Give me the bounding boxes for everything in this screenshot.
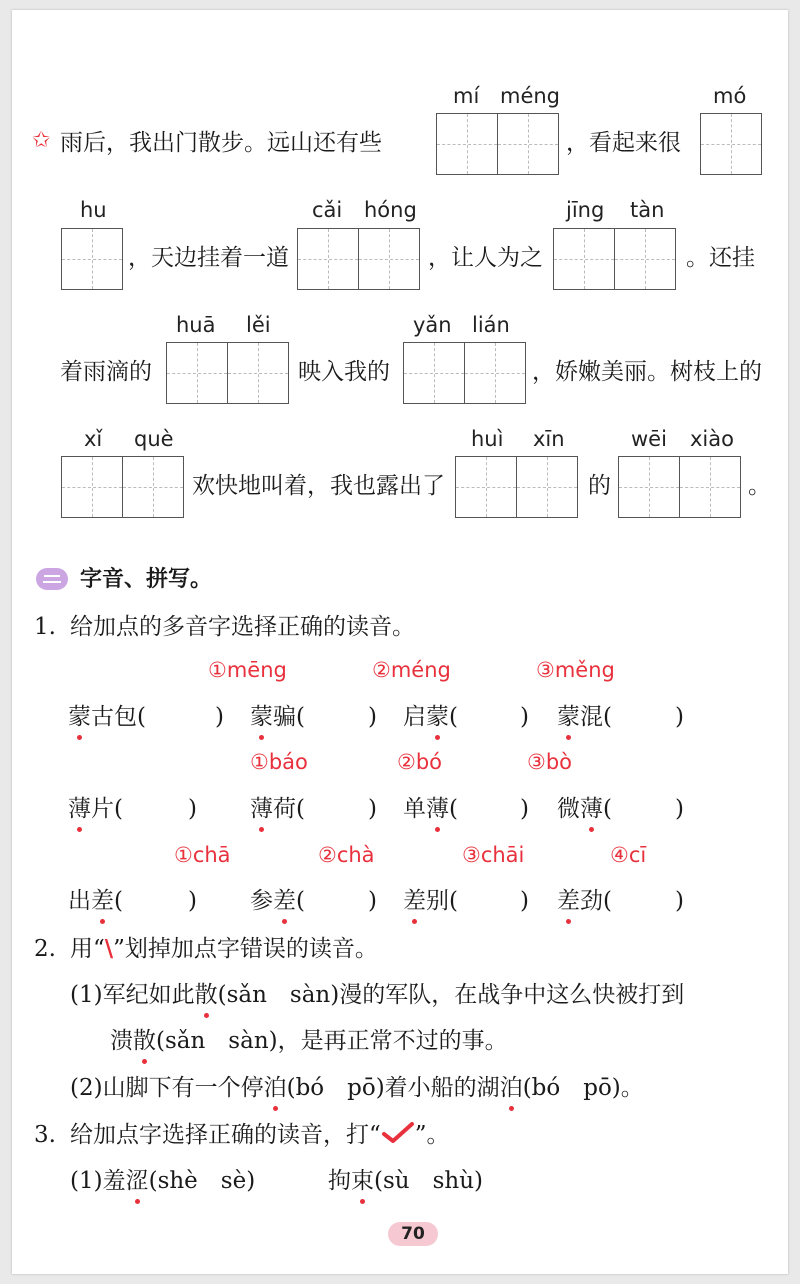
question-number: 1. (34, 614, 56, 640)
answer-box[interactable] (455, 456, 578, 518)
word-item: 薄荷( (250, 796, 305, 822)
word-item: 差劲( (557, 888, 612, 914)
word-item: 蒙混( (557, 704, 612, 730)
pinyin: tàn (630, 198, 665, 222)
question-number: 2. (34, 936, 56, 962)
answer-box[interactable] (403, 342, 526, 404)
word-item: 参差( (250, 888, 305, 914)
question-text: 给加点字选择正确的读音，打“ ”。 (70, 1122, 450, 1148)
answer-blank[interactable]: ) (520, 888, 529, 914)
word-item: 蒙古包( (68, 704, 146, 730)
answer-blank[interactable]: ) (368, 704, 377, 730)
passage-text: 雨后，我出门散步。远山还有些 (60, 130, 382, 156)
pinyin: wēi (631, 427, 667, 451)
sentence-1: (1)军纪如此散(sǎn sàn)漫的军队，在战争中这么快被打到 (70, 982, 685, 1008)
answer-box[interactable] (61, 228, 123, 290)
passage-text: ，天边挂着一道 (128, 245, 289, 271)
answer-blank[interactable]: ) (520, 796, 529, 822)
checkmark-icon (381, 1121, 415, 1145)
pinyin: lián (472, 313, 510, 337)
question-text: 给加点的多音字选择正确的读音。 (70, 614, 415, 640)
word-item: 薄片( (68, 796, 123, 822)
pinyin: lěi (246, 313, 271, 337)
pinyin: yǎn (413, 313, 452, 337)
word-item: 蒙骗( (250, 704, 305, 730)
reading-option: ③chāi (462, 843, 525, 867)
pinyin: xīn (533, 427, 565, 451)
star-icon: ✩ (32, 128, 51, 153)
answer-blank[interactable]: ) (368, 888, 377, 914)
reading-option: ①báo (250, 750, 308, 774)
answer-box[interactable] (297, 228, 420, 290)
pinyin: huā (176, 313, 216, 337)
answer-blank[interactable]: ) (675, 704, 684, 730)
passage-text: 着雨滴的 (60, 359, 152, 385)
word-item: 单薄( (403, 796, 458, 822)
section-number-icon (36, 568, 68, 590)
answer-blank[interactable]: ) (675, 888, 684, 914)
pinyin: hu (80, 198, 107, 222)
pinyin: hóng (364, 198, 417, 222)
pinyin: méng (500, 84, 561, 108)
question-number: 3. (34, 1122, 56, 1148)
sentence-1b: 拘束(sù shù) (328, 1168, 483, 1194)
reading-option: ④cī (610, 843, 647, 867)
reading-option: ②bó (397, 750, 443, 774)
section-title: 字音、拼写。 (80, 567, 213, 592)
question-text: 用“\”划掉加点字错误的读音。 (70, 935, 378, 962)
passage-text: ，让人为之 (428, 245, 543, 271)
sentence-1: (1)羞涩(shè sè) (70, 1168, 256, 1194)
answer-blank[interactable]: ) (188, 796, 197, 822)
answer-box[interactable] (61, 456, 184, 518)
pinyin: xiào (690, 427, 734, 451)
pinyin: huì (471, 427, 504, 451)
answer-box[interactable] (618, 456, 741, 518)
answer-box[interactable] (553, 228, 676, 290)
reading-option: ①chā (174, 843, 231, 867)
word-item: 微薄( (557, 796, 612, 822)
sentence-2: (2)山脚下有一个停泊(bó pō)着小船的湖泊(bó pō)。 (70, 1075, 644, 1101)
pinyin: què (134, 427, 174, 451)
slash-mark-icon: \ (104, 935, 114, 962)
passage-text: 欢快地叫着，我也露出了 (192, 473, 445, 499)
reading-option: ②chà (318, 843, 375, 867)
answer-blank[interactable]: ) (188, 888, 197, 914)
passage-text: 的 (588, 473, 611, 499)
answer-box[interactable] (166, 342, 289, 404)
passage-text: 。还挂 (686, 245, 755, 271)
pinyin: xǐ (84, 427, 103, 451)
reading-option: ③měng (536, 658, 615, 682)
answer-blank[interactable]: ) (675, 796, 684, 822)
answer-blank[interactable]: ) (215, 704, 224, 730)
pinyin: jīng (566, 198, 605, 222)
passage-text: 。 (748, 473, 771, 499)
answer-box[interactable] (436, 113, 559, 175)
reading-option: ①mēng (208, 658, 287, 682)
passage-text: ，看起来很 (566, 130, 681, 156)
sentence-1-cont: 溃散(sǎn sàn)，是再正常不过的事。 (110, 1028, 508, 1054)
word-item: 差别( (403, 888, 458, 914)
answer-box[interactable] (700, 113, 762, 175)
reading-option: ②méng (372, 658, 451, 682)
pinyin: mí (453, 84, 480, 108)
page-number: 70 (388, 1222, 438, 1246)
passage-text: 映入我的 (298, 359, 390, 385)
word-item: 启蒙( (403, 704, 458, 730)
answer-blank[interactable]: ) (520, 704, 529, 730)
word-item: 出差( (68, 888, 123, 914)
reading-option: ③bò (527, 750, 573, 774)
passage-text: ，娇嫩美丽。树枝上的 (532, 359, 762, 385)
pinyin: mó (713, 84, 747, 108)
answer-blank[interactable]: ) (368, 796, 377, 822)
pinyin: cǎi (312, 198, 343, 222)
